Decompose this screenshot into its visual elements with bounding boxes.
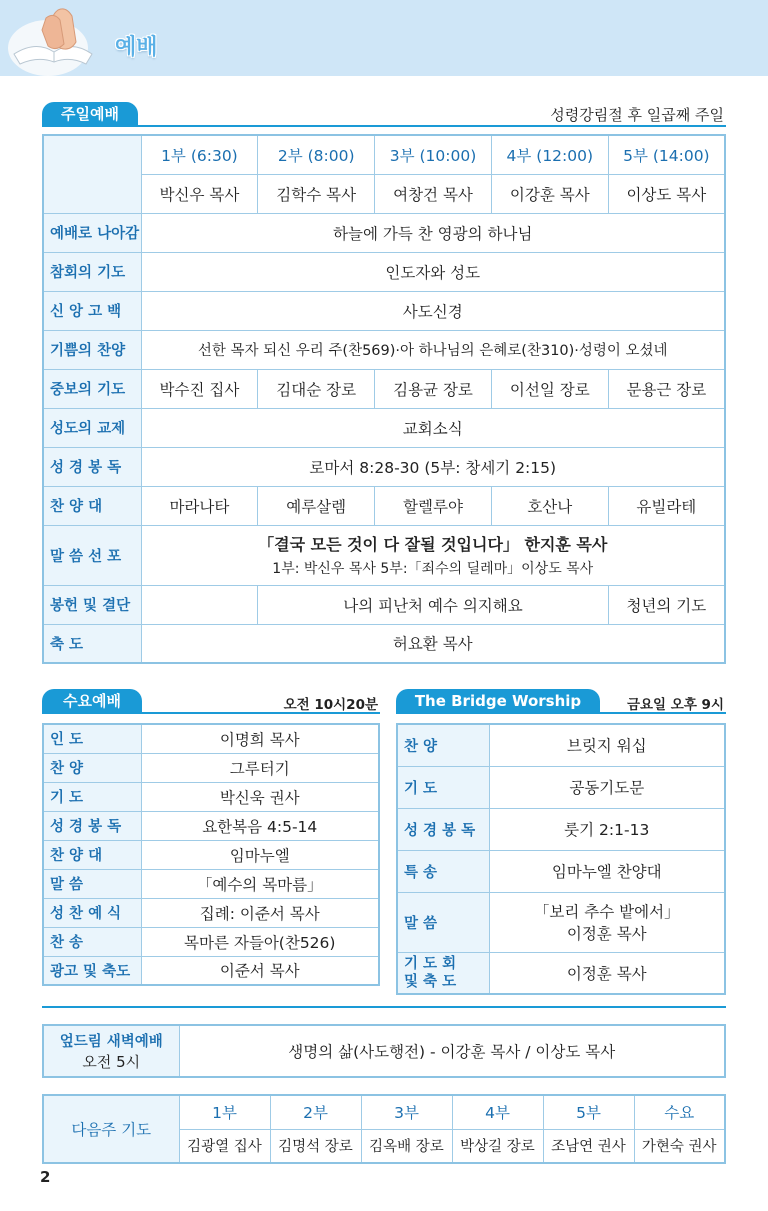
bridge-label-prayer: 기 도 (397, 766, 489, 808)
row-label-benediction: 축 도 (43, 624, 141, 663)
next-week-label: 다음주 기도 (43, 1095, 179, 1163)
wed-value-lead: 이명희 목사 (141, 724, 379, 753)
next-week-col-2: 2부 (270, 1095, 361, 1129)
service-time-5: 5부 (14:00) (608, 135, 725, 174)
bridge-sermon-cell (489, 892, 725, 952)
bridge-value-reading: 룻기 2:1-13 (489, 808, 725, 850)
wed-value-sermon: 「예수의 목마름」 (141, 869, 379, 898)
bridge-label-reading: 성 경 봉 독 (397, 808, 489, 850)
intercession-5: 문용근 장로 (608, 369, 725, 408)
hymn-value: 선한 목자 되신 우리 주(찬569)·아 하나님의 은혜로(찬310)·성령이 오셨네 (141, 330, 725, 369)
choir-5: 유빌라테 (608, 486, 725, 525)
wednesday-service-table (42, 723, 380, 986)
choir-1: 마라나타 (141, 486, 258, 525)
fellowship-value: 교회소식 (141, 408, 725, 447)
offering-value-2: 청년의 기도 (608, 585, 725, 624)
dawn-value: 생명의 삶(사도행전) - 이강훈 목사 / 이상도 목사 (179, 1025, 725, 1077)
next-week-col-6: 수요 (634, 1095, 725, 1129)
intercession-1: 박수진 집사 (141, 369, 258, 408)
bridge-label-praise: 찬 양 (397, 724, 489, 766)
sunday-subtitle: 성령강림절 후 일곱째 주일 (550, 106, 724, 124)
service-time-3: 3부 (10:00) (375, 135, 492, 174)
page-title: 예배 (115, 35, 158, 60)
dawn-time: 오전 5시 (82, 1053, 141, 1071)
wednesday-time: 오전 10시20분 (283, 697, 378, 713)
wed-value-announce: 이준서 목사 (141, 956, 379, 985)
praying-hands-bible-icon (6, 2, 98, 76)
offering-empty (141, 585, 258, 624)
dawn-label: 엎드림 새벽예배 (59, 1034, 163, 1050)
service-pastor-2: 김학수 목사 (258, 174, 375, 213)
service-time-2: 2부 (8:00) (258, 135, 375, 174)
row-label-reading: 성 경 봉 독 (43, 447, 141, 486)
sermon-sub: 1부: 박신우 목사 5부:「죄수의 딜레마」이상도 목사 (272, 561, 594, 577)
sermon-cell (141, 525, 725, 585)
sermon-main: 「결국 모든 것이 다 잘될 것입니다」 한지훈 목사 (258, 535, 608, 554)
sunday-service-table (42, 134, 726, 664)
row-label-fellowship: 성도의 교제 (43, 408, 141, 447)
next-week-prayer-table (42, 1094, 726, 1164)
bridge-label-closing-2: 및 축 도 (404, 973, 457, 990)
wed-label-prayer: 기 도 (43, 782, 141, 811)
service-pastor-3: 여창건 목사 (375, 174, 492, 213)
page-header (0, 0, 768, 76)
next-week-name-1: 김광열 집사 (179, 1129, 270, 1163)
bridge-sermon-title: 「보리 추수 밭에서」 (533, 903, 680, 921)
row-label-repent: 참회의 기도 (43, 252, 141, 291)
next-week-name-6: 가현숙 권사 (634, 1129, 725, 1163)
bridge-value-special: 임마누엘 찬양대 (489, 850, 725, 892)
next-week-col-4: 4부 (452, 1095, 543, 1129)
wed-label-choir: 찬 양 대 (43, 840, 141, 869)
row-label-intercession: 중보의 기도 (43, 369, 141, 408)
bridge-worship-table (396, 723, 726, 995)
wed-value-praise: 그루터기 (141, 753, 379, 782)
next-week-name-3: 김옥배 장로 (361, 1129, 452, 1163)
bridge-value-praise: 브릿지 워십 (489, 724, 725, 766)
intercession-4: 이선일 장로 (491, 369, 608, 408)
next-week-name-5: 조남연 권사 (543, 1129, 634, 1163)
intercession-2: 김대순 장로 (258, 369, 375, 408)
wed-label-sermon: 말 씀 (43, 869, 141, 898)
service-pastor-4: 이강훈 목사 (491, 174, 608, 213)
next-week-name-4: 박상길 장로 (452, 1129, 543, 1163)
bridge-label-closing (397, 952, 489, 994)
wed-label-praise: 찬 양 (43, 753, 141, 782)
wed-label-communion: 성 찬 예 식 (43, 898, 141, 927)
row-label-creed: 신 앙 고 백 (43, 291, 141, 330)
row-label-approach: 예배로 나아감 (43, 213, 141, 252)
sunday-service-tab: 주일예배 (42, 102, 138, 126)
row-label-choir: 찬 양 대 (43, 486, 141, 525)
bridge-label-sermon: 말 씀 (397, 892, 489, 952)
service-time-1: 1부 (6:30) (141, 135, 258, 174)
choir-2: 예루살렘 (258, 486, 375, 525)
wed-value-hymn: 목마른 자들아(찬526) (141, 927, 379, 956)
wed-value-communion: 집례: 이준서 목사 (141, 898, 379, 927)
creed-value: 사도신경 (141, 291, 725, 330)
row-label-offering: 봉헌 및 결단 (43, 585, 141, 624)
offering-value: 나의 피난처 예수 의지해요 (258, 585, 608, 624)
corner-cell (43, 135, 141, 213)
repent-value: 인도자와 성도 (141, 252, 725, 291)
section-divider (42, 1006, 726, 1008)
intercession-3: 김용균 장로 (375, 369, 492, 408)
next-week-col-5: 5부 (543, 1095, 634, 1129)
dawn-service-table (42, 1024, 726, 1078)
wed-label-hymn: 찬 송 (43, 927, 141, 956)
choir-3: 할렐루야 (375, 486, 492, 525)
next-week-name-2: 김명석 장로 (270, 1129, 361, 1163)
choir-4: 호산나 (491, 486, 608, 525)
row-label-hymn: 기쁨의 찬양 (43, 330, 141, 369)
row-label-sermon: 말 씀 선 포 (43, 525, 141, 585)
bridge-sermon-pastor: 이정훈 목사 (566, 925, 647, 943)
wed-label-reading: 성 경 봉 독 (43, 811, 141, 840)
service-pastor-1: 박신우 목사 (141, 174, 258, 213)
bridge-label-special: 특 송 (397, 850, 489, 892)
bridge-label-closing-1: 기 도 회 (404, 955, 457, 972)
approach-value: 하늘에 가득 찬 영광의 하나님 (141, 213, 725, 252)
reading-value: 로마서 8:28-30 (5부: 창세기 2:15) (141, 447, 725, 486)
bridge-value-closing: 이정훈 목사 (489, 952, 725, 994)
wed-value-prayer: 박신욱 권사 (141, 782, 379, 811)
wednesday-service-tab: 수요예배 (42, 689, 142, 713)
benediction-value: 허요환 목사 (141, 624, 725, 663)
next-week-col-3: 3부 (361, 1095, 452, 1129)
bridge-time: 금요일 오후 9시 (626, 697, 724, 713)
wed-label-lead: 인 도 (43, 724, 141, 753)
wed-value-choir: 임마누엘 (141, 840, 379, 869)
bridge-worship-tab: The Bridge Worship (396, 689, 600, 713)
bridge-value-prayer: 공동기도문 (489, 766, 725, 808)
dawn-label-cell (43, 1025, 179, 1077)
wed-value-reading: 요한복음 4:5-14 (141, 811, 379, 840)
service-time-4: 4부 (12:00) (491, 135, 608, 174)
wed-label-announce: 광고 및 축도 (43, 956, 141, 985)
service-pastor-5: 이상도 목사 (608, 174, 725, 213)
page-number: 2 (40, 1168, 51, 1186)
section-divider (42, 125, 726, 127)
next-week-col-1: 1부 (179, 1095, 270, 1129)
